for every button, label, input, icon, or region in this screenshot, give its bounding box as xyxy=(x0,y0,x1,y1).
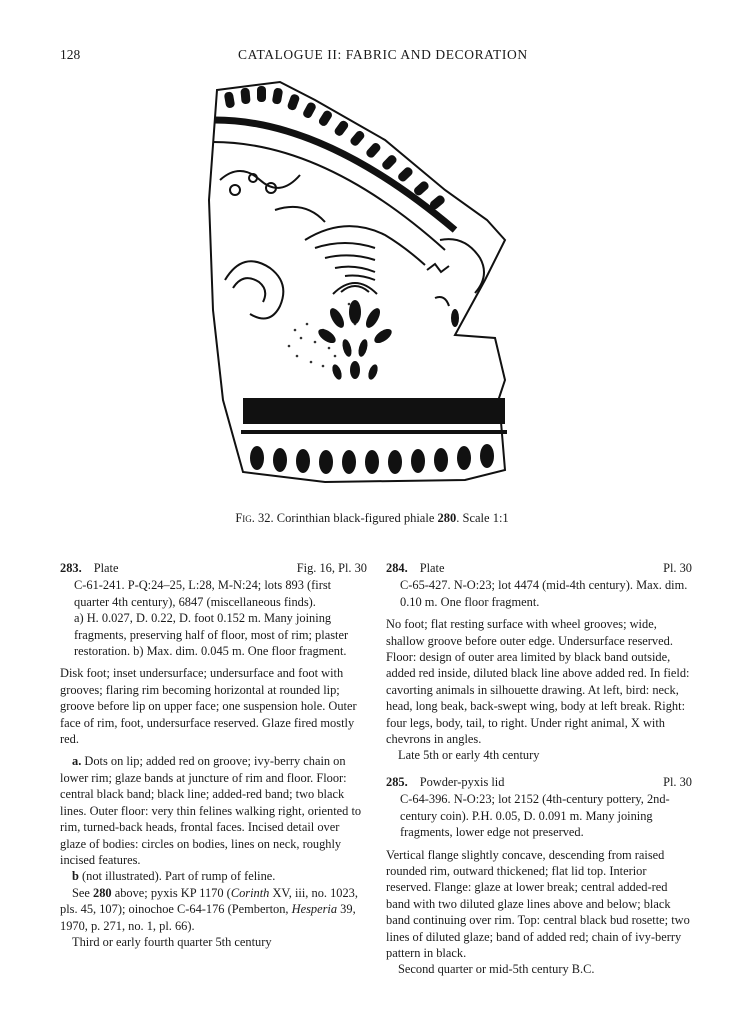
entry-285-desc: Vertical flange slightly concave, descending from raised rounded rim, outward thickened; flat lid top. Interior reserved. Flange: glaze at lower break; central added-red band with two diluted glaze lines above and below; black band continuing over rim. Top: central black bud rosette; two lines of diluted glaze; band of added red; chain of ivy-berry pattern in black. xyxy=(386,847,690,960)
entry-283-catalog: C-61-241. P-Q:24–25, L:28, M-N:24; lots 893 (first quarter 4th century), 6847 (miscellaneous finds). xyxy=(74,578,332,609)
caption-suffix: . Scale 1:1 xyxy=(456,511,509,525)
entry-285-date: Second quarter or mid-5th century B.C. xyxy=(398,962,595,977)
see-num: 280 xyxy=(93,885,112,900)
entry-283-head xyxy=(60,560,367,576)
entry-283-date: Third or early fourth quarter 5th century xyxy=(72,934,272,949)
see-1: See xyxy=(72,885,90,900)
entry-285-title: Powder-pyxis lid xyxy=(419,774,505,789)
caption-text: Corinthian black-figured phiale xyxy=(276,511,435,525)
caption-prefix: Fig. 32. xyxy=(235,511,274,525)
left-column xyxy=(60,560,367,950)
entry-283-title: Plate xyxy=(93,561,119,575)
figure-caption xyxy=(0,511,744,526)
entry-285-head xyxy=(386,774,692,790)
see-corinth: Corinth xyxy=(230,885,270,900)
entry-283-ref: Fig. 16, Pl. 30 xyxy=(296,561,367,575)
right-column xyxy=(386,560,692,978)
entry-284-number: 284. xyxy=(386,561,408,575)
entry-284-date: Late 5th or early 4th century xyxy=(398,748,540,763)
entry-284-head xyxy=(386,560,692,576)
entry-284-desc: No foot; flat resting surface with wheel grooves; wide, shallow groove before outer edge. Undersurface reserved. Floor: design of outer area limited by black band outside, added red inside, diluted black line above added red. In field: cavorting animals in silhouette drawing. At left, bird: neck, head, long beak, back-swept wing, body at left break. Right: four legs, body, tail, to right. Under right animal, X with chevrons in angles. xyxy=(386,617,690,747)
entry-283-a-label: a. xyxy=(72,754,82,769)
phiale-drawing xyxy=(205,80,535,500)
see-hesperia: Hesperia xyxy=(291,902,338,917)
entry-283-a xyxy=(60,753,367,868)
see-4: 39, 1970, p. 271, no. 1, pl. 66). xyxy=(60,902,356,933)
entry-283-number: 283. xyxy=(60,561,82,575)
see-2: above; pyxis KP 1170 ( xyxy=(114,885,231,900)
entry-283-a-text: Dots on lip; added red on groove; ivy-berry chain on lower rim; glaze bands at juncture of rim and floor. Floor: central black band; black line; added-red band; two black lines. Outer floor: very thin felines walking right, oriented to rim, turned-back heads, frontal faces. Incised detail over glaze of bodies: circles on bodies, lines on neck, roughly incised features. xyxy=(60,754,362,867)
caption-number: 280 xyxy=(437,511,457,525)
entry-284-ref: Pl. 30 xyxy=(663,561,692,575)
entry-285-catalog: C-64-396. N-O:23; lot 2152 (4th-century pottery, 2nd-century coin). P.H. 0.05, D. 0.091 m. Many joining fragments, lower edge not preserved. xyxy=(400,792,670,840)
entry-283-b xyxy=(60,868,367,884)
entry-283-desc: Disk foot; inset undersurface; undersurface and foot with grooves; flaring rim becoming horizontal at rounded lip; groove before lip on upper face; one suspension hole. Outer face of rim, foot, undersurface reserved. Glaze fired mostly red. xyxy=(60,666,357,747)
entry-284-catalog: C-65-427. N-O:23; lot 4474 (mid-4th century). Max. dim. 0.10 m. One floor fragment. xyxy=(400,578,688,609)
see-3: XV, iii, no. 1023, pls. 45, 107); oinochoe C-64-176 (Pemberton, xyxy=(60,885,358,917)
page-number: 128 xyxy=(60,47,81,62)
entry-284-title: Plate xyxy=(419,561,445,575)
phiale-figure xyxy=(205,80,535,500)
entry-283-b-text: (not illustrated). Part of rump of feline. xyxy=(82,869,276,884)
entry-283-see xyxy=(60,885,367,934)
running-head: CATALOGUE II: FABRIC AND DECORATION xyxy=(238,47,528,62)
entry-285-ref: Pl. 30 xyxy=(663,774,692,789)
entry-283-b-label: b xyxy=(72,869,79,884)
entry-283-dims: a) H. 0.027, D. 0.22, D. foot 0.152 m. Many joining fragments, preserving half of floor, most of rim; plaster restoration. b) Max. dim. 0.045 m. One floor fragment. xyxy=(74,611,349,659)
entry-285-number: 285. xyxy=(386,774,408,789)
